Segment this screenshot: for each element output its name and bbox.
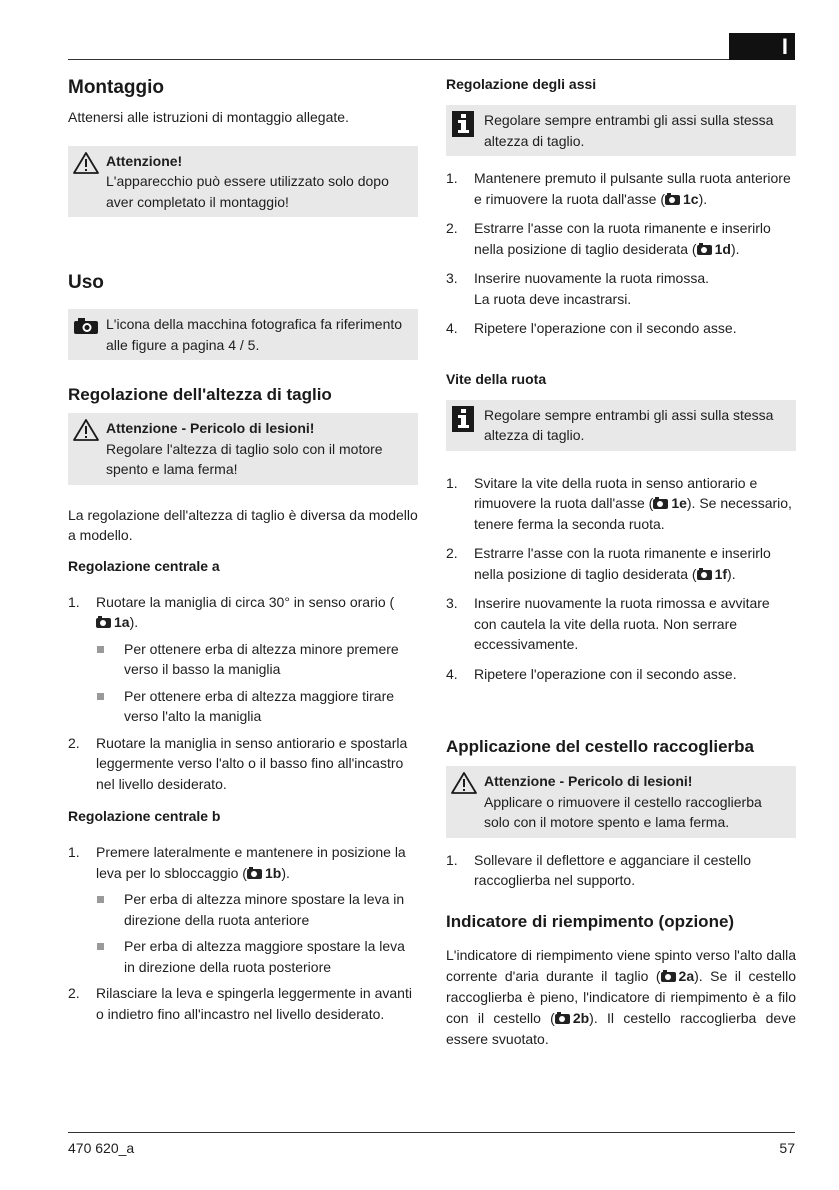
cut-height-intro: La regolazione dell'altezza di taglio è diversa da modello a modello. bbox=[68, 506, 418, 543]
fill-indicator-text: L'indicatore di riempimento viene spinto verso l'alto dalla corrente d'aria durante il taglio ( 2a). Se il cestello raccoglierba è pieno, l'indicatore di riempimento è a filo con il cestello ( 2b). Il cestello raccoglierba deve essere svuotato. bbox=[446, 946, 797, 1047]
assembly-warning-text: L'apparecchio può essere utilizzato solo dopo aver completato il montaggio! bbox=[106, 173, 389, 210]
page-number: 57 bbox=[779, 1140, 795, 1156]
assembly-heading: Montaggio bbox=[68, 77, 165, 98]
figure-ref: 1a bbox=[96, 614, 130, 630]
central-a-bullets bbox=[96, 639, 418, 727]
cut-height-warning-title: Attenzione - Pericolo di lesioni! bbox=[106, 420, 315, 436]
warning-icon bbox=[72, 418, 100, 448]
list-item: 3. Inserire nuovamente la ruota rimossa e avvitare con cautela la vite della ruota. Non serrare eccessivamente. bbox=[446, 595, 770, 652]
list-item: 2. Estrarre l'asse con la ruota rimanente e inserirlo nella posizione di taglio desiderata ( 1f). bbox=[446, 545, 771, 582]
camera-icon bbox=[72, 317, 100, 341]
grass-box-warning-box bbox=[446, 766, 796, 838]
figure-ref: 1b bbox=[247, 865, 281, 881]
camera-note-box bbox=[68, 309, 418, 360]
axles-steps bbox=[446, 168, 796, 339]
list-item: 1. Ruotare la maniglia di circa 30° in senso orario (1a). Per ottenere erba di altezza minore premere verso il basso la maniglia Per ottenere erba di altezza maggiore tirare verso l'alto la maniglia bbox=[68, 592, 418, 727]
central-a-heading: Regolazione centrale a bbox=[68, 557, 220, 574]
camera-icon bbox=[653, 499, 668, 509]
grass-box-warning-title: Attenzione - Pericolo di lesioni! bbox=[484, 773, 693, 789]
list-item: Per ottenere erba di altezza minore premere verso il basso la maniglia bbox=[96, 639, 418, 680]
camera-icon bbox=[665, 195, 680, 205]
assembly-warning-title: Attenzione! bbox=[106, 152, 183, 169]
camera-icon bbox=[555, 1014, 570, 1024]
list-item: Per erba di altezza maggiore spostare la leva in direzione della ruota posteriore bbox=[96, 936, 418, 977]
central-b-bullets bbox=[96, 889, 418, 977]
grass-box-warning-text: Applicare o rimuovere il cestello raccoglierba solo con il motore spento e lama ferma. bbox=[484, 793, 762, 830]
warning-icon bbox=[72, 151, 100, 181]
list-item: 1. Sollevare il deflettore e agganciare il cestello raccoglierba nel supporto. bbox=[446, 851, 752, 888]
list-item: 2. Rilasciare la leva e spingerla leggermente in avanti o indietro fino all'incastro nel livello desiderato. bbox=[68, 985, 412, 1022]
warning-icon bbox=[450, 771, 478, 801]
camera-icon bbox=[661, 972, 676, 982]
camera-icon bbox=[247, 869, 262, 879]
cut-height-warning-text: Regolare l'altezza di taglio solo con il motore spento e lama ferma! bbox=[106, 440, 383, 477]
right-column bbox=[446, 72, 796, 1050]
grass-box-heading: Applicazione del cestello raccoglierba bbox=[446, 737, 754, 756]
figure-ref: 1f bbox=[697, 566, 727, 582]
list-item: 2. Ruotare la maniglia in senso antiorario e spostarla leggermente verso l'alto o il basso fino all'incastro nel livello desiderato. bbox=[68, 734, 408, 792]
figure-ref: 1d bbox=[697, 241, 731, 257]
assembly-intro: Attenersi alle istruzioni di montaggio allegate. bbox=[68, 109, 349, 125]
axles-info-text: Regolare sempre entrambi gli assi sulla stessa altezza di taglio. bbox=[484, 112, 774, 149]
camera-icon bbox=[697, 245, 712, 255]
doc-number: 470 620_a bbox=[68, 1140, 135, 1156]
cut-height-heading: Regolazione dell'altezza di taglio bbox=[68, 385, 332, 404]
footer-rule bbox=[68, 1132, 795, 1133]
list-item: 4. Ripetere l'operazione con il secondo asse. bbox=[446, 320, 737, 336]
grass-box-steps bbox=[446, 850, 796, 891]
central-b-steps bbox=[68, 842, 418, 1024]
wheel-screw-steps bbox=[446, 473, 796, 685]
central-a-steps bbox=[68, 592, 418, 795]
wheel-screw-info-box bbox=[446, 400, 796, 451]
cut-height-warning-box bbox=[68, 413, 418, 485]
left-column bbox=[68, 72, 418, 1024]
figure-ref: 1e bbox=[653, 495, 687, 511]
use-heading: Uso bbox=[68, 272, 104, 293]
list-item: 1. Svitare la vite della ruota in senso antiorario e rimuovere la ruota dall'asse ( 1e). Se necessario, tenere ferma la seconda ruota. bbox=[446, 474, 792, 532]
list-item: 2. Estrarre l'asse con la ruota rimanente e inserirlo nella posizione di taglio desiderata ( 1d). bbox=[446, 220, 771, 257]
list-item: 4. Ripetere l'operazione con il secondo asse. bbox=[446, 665, 737, 682]
info-icon bbox=[450, 405, 476, 439]
figure-ref: 2b bbox=[555, 1010, 589, 1026]
list-item: 1. Premere lateralmente e mantenere in posizione la leva per lo sbloccaggio ( 1b). Per erba di altezza minore spostare la leva in direzione della ruota anteriore Per erba di altezza maggiore spostare la leva in direzione della ruota posteriore bbox=[68, 842, 418, 977]
list-item: Per erba di altezza minore spostare la leva in direzione della ruota anteriore bbox=[96, 889, 418, 930]
central-b-heading: Regolazione centrale b bbox=[68, 808, 221, 824]
list-item: 1. Mantenere premuto il pulsante sulla ruota anteriore e rimuovere la ruota dall'asse ( 1c). bbox=[446, 170, 791, 207]
list-item: Per ottenere erba di altezza maggiore tirare verso l'alto la maniglia bbox=[96, 686, 418, 727]
header-rule bbox=[68, 59, 795, 60]
axles-heading: Regolazione degli assi bbox=[446, 76, 597, 92]
figure-ref: 1c bbox=[665, 191, 699, 207]
list-item: 3. Inserire nuovamente la ruota rimossa. La ruota deve incastrarsi. bbox=[446, 270, 709, 307]
axles-info-box bbox=[446, 105, 796, 156]
camera-icon bbox=[697, 570, 712, 580]
camera-icon bbox=[96, 618, 111, 628]
assembly-warning-box bbox=[68, 146, 418, 218]
info-icon bbox=[450, 110, 476, 144]
figure-ref: 2a bbox=[661, 968, 695, 984]
wheel-screw-heading: Vite della ruota bbox=[446, 370, 547, 387]
wheel-screw-info-text: Regolare sempre entrambi gli assi sulla stessa altezza di taglio. bbox=[484, 406, 774, 443]
camera-note-text: L'icona della macchina fotografica fa riferimento alle figure a pagina 4 / 5. bbox=[106, 316, 403, 353]
language-tab: I bbox=[729, 33, 795, 60]
fill-indicator-heading: Indicatore di riempimento (opzione) bbox=[446, 911, 735, 931]
